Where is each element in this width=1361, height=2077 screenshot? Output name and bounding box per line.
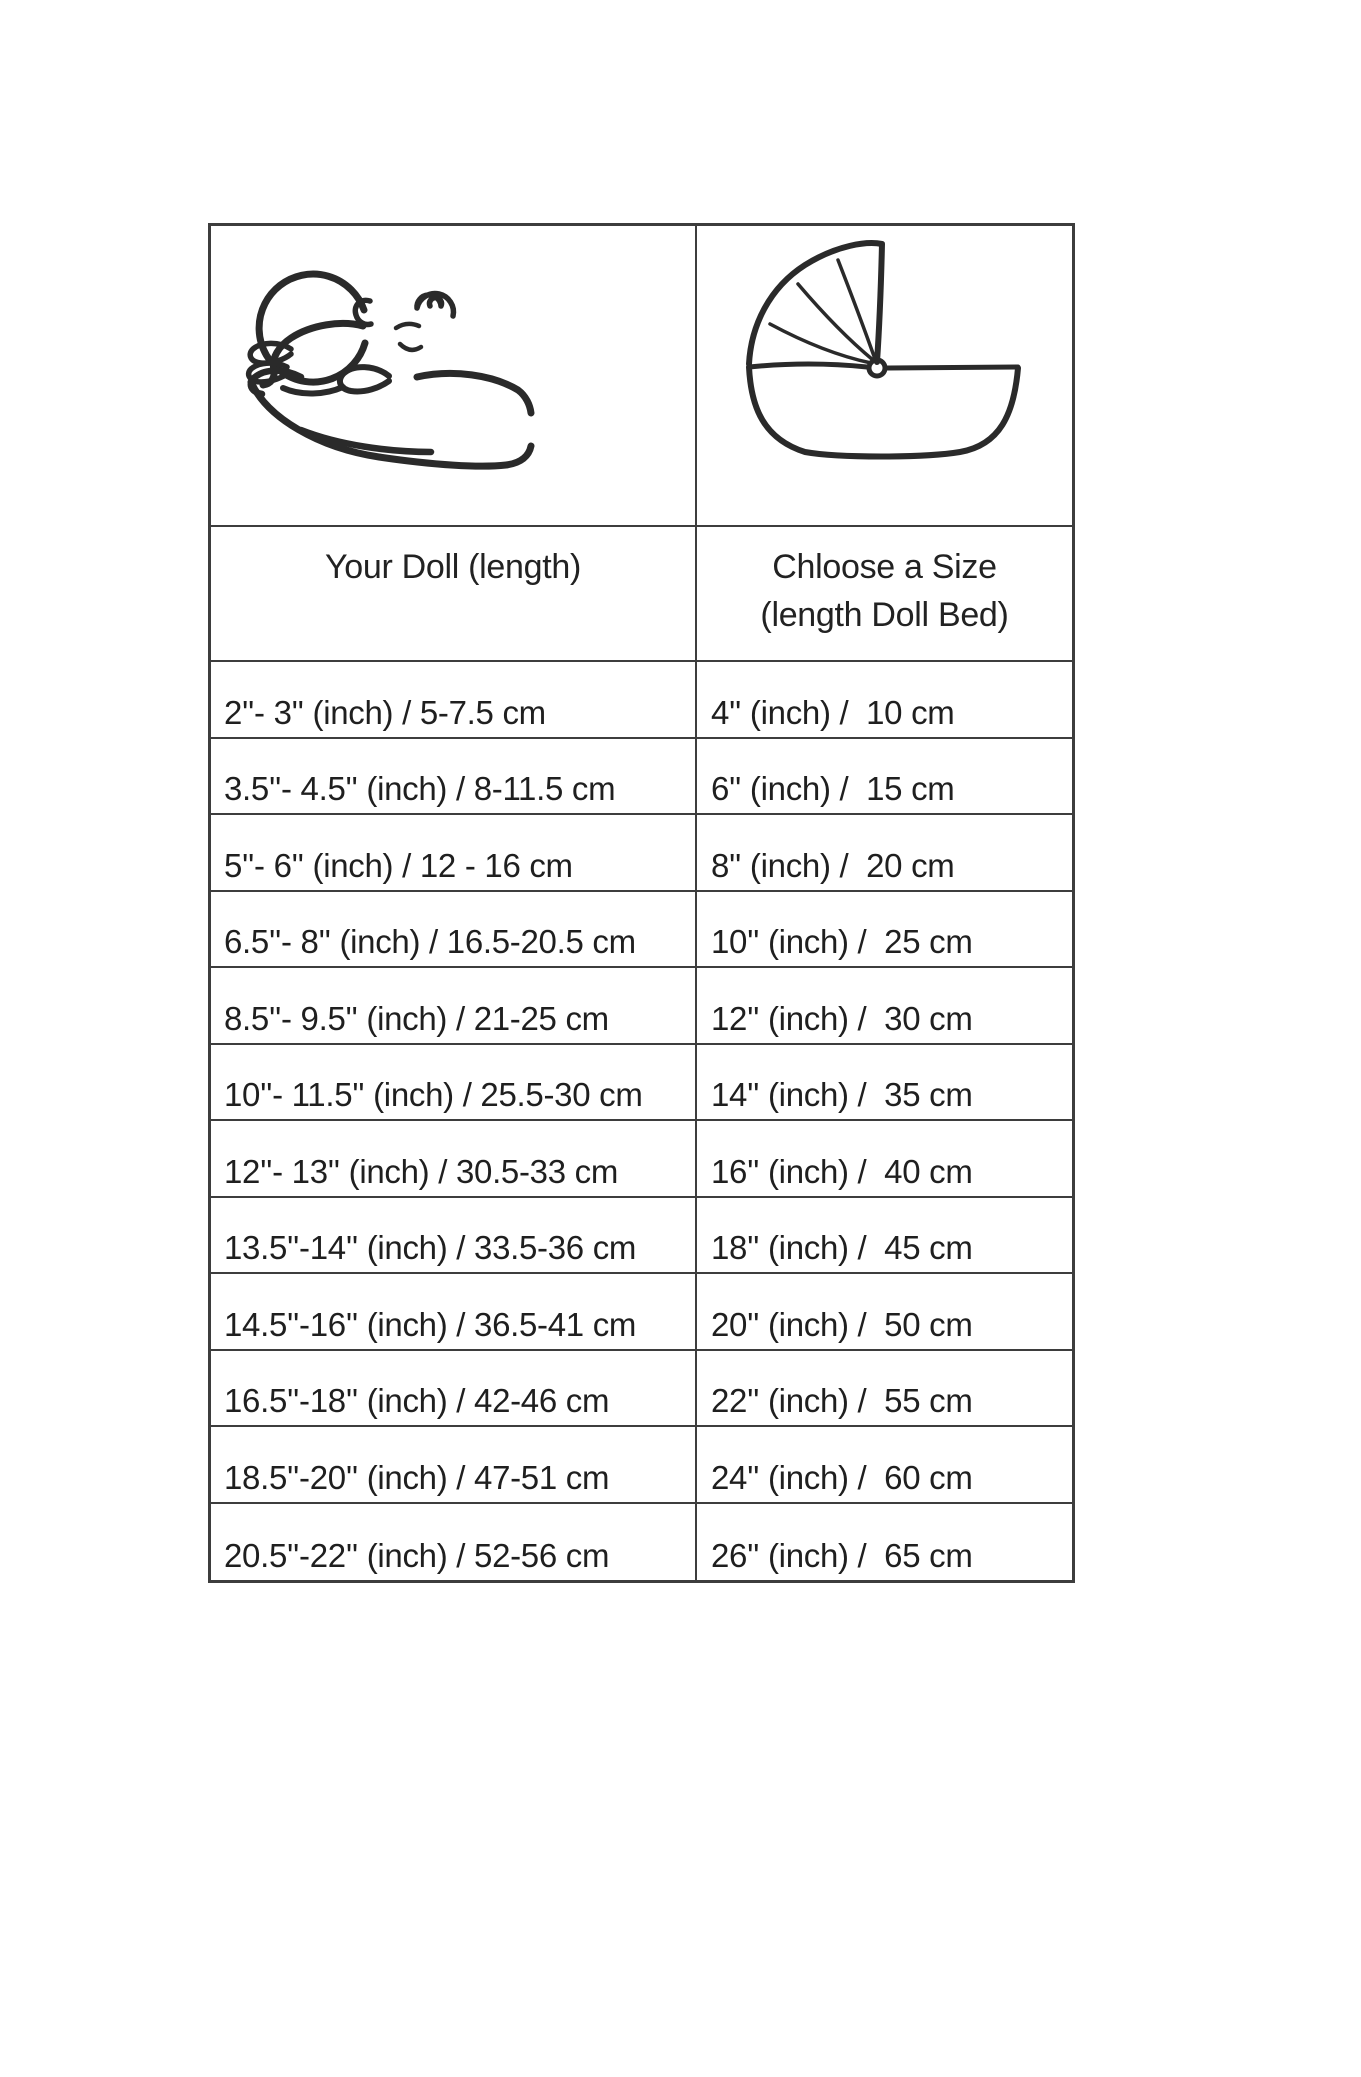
doll-length-cell: 18.5''-20'' (inch) / 47-51 cm [211, 1427, 697, 1504]
bed-size-cell: 10'' (inch) / 25 cm [697, 892, 1072, 969]
doll-length-cell: 2''- 3'' (inch) / 5-7.5 cm [211, 662, 697, 739]
doll-length-cell: 13.5''-14'' (inch) / 33.5-36 cm [211, 1198, 697, 1275]
doll-length-cell: 5''- 6'' (inch) / 12 - 16 cm [211, 815, 697, 892]
bed-size-cell: 16'' (inch) / 40 cm [697, 1121, 1072, 1198]
doll-length-cell: 16.5''-18'' (inch) / 42-46 cm [211, 1351, 697, 1428]
header-your-doll [211, 527, 697, 662]
header-choose-size-line1: Chloose a Size [772, 548, 997, 586]
doll-length-cell: 12''- 13'' (inch) / 30.5-33 cm [211, 1121, 697, 1198]
baby-in-hand-icon [237, 246, 637, 516]
doll-bed-size-chart-table [208, 223, 1075, 1583]
bed-size-cell: 14'' (inch) / 35 cm [697, 1045, 1072, 1122]
bed-size-cell: 20'' (inch) / 50 cm [697, 1274, 1072, 1351]
baby-image-cell [211, 226, 697, 527]
doll-length-cell: 3.5''- 4.5'' (inch) / 8-11.5 cm [211, 739, 697, 816]
bed-size-cell: 26'' (inch) / 65 cm [711, 1537, 973, 1574]
header-your-doll-label: Your Doll (length) [324, 548, 582, 586]
bed-size-cell: 8'' (inch) / 20 cm [697, 815, 1072, 892]
doll-length-cell: 20.5''-22'' (inch) / 52-56 cm [211, 1504, 697, 1581]
bed-size-cell: 6'' (inch) / 15 cm [697, 739, 1072, 816]
doll-length-cell: 8.5''- 9.5'' (inch) / 21-25 cm [211, 968, 697, 1045]
bed-size-cell: 12'' (inch) / 30 cm [697, 968, 1072, 1045]
header-choose-size [697, 527, 1072, 662]
doll-length-cell: 10''- 11.5'' (inch) / 25.5-30 cm [211, 1045, 697, 1122]
doll-bed-icon [741, 236, 1041, 471]
doll-bed-image-cell [697, 226, 1072, 527]
doll-length-cell: 14.5''-16'' (inch) / 36.5-41 cm [211, 1274, 697, 1351]
bed-size-cell: 22'' (inch) / 55 cm [697, 1351, 1072, 1428]
bed-size-cell: 24'' (inch) / 60 cm [697, 1427, 1072, 1504]
header-choose-size-line2: (length Doll Bed) [760, 596, 1009, 634]
bed-size-cell: 4'' (inch) / 10 cm [697, 662, 1072, 739]
bed-size-cell: 18'' (inch) / 45 cm [697, 1198, 1072, 1275]
doll-length-cell: 6.5''- 8'' (inch) / 16.5-20.5 cm [211, 892, 697, 969]
